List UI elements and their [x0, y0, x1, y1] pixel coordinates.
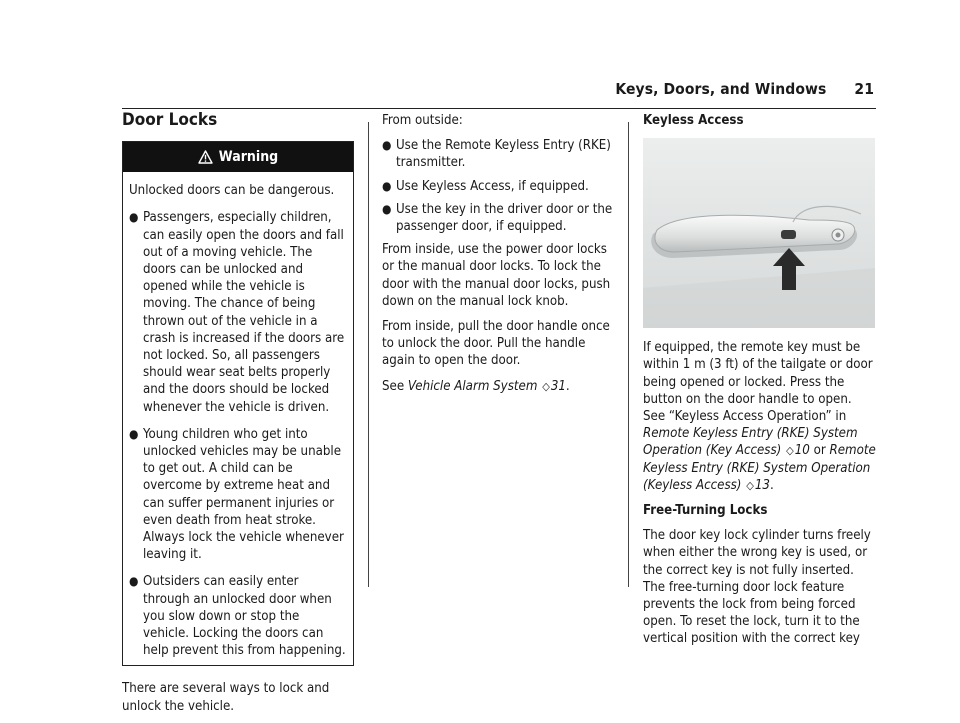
xref-arrow-icon: ◇ [542, 379, 550, 393]
warning-triangle-icon [198, 150, 213, 164]
paragraph: There are several ways to lock and unlock the vehicle. [122, 681, 330, 714]
list-item: ● Use Keyless Access, if equipped. [382, 178, 589, 194]
bullet-icon: ● [129, 210, 139, 225]
header-section-title: Keys, Doors, and Windows [615, 80, 827, 98]
list-item: ● Use the key in the driver door or the passenger door, if equipped. [382, 201, 613, 235]
paragraph: If equipped, the remote key must be within 1 m (3 ft) of the tailgate or door being opened or locked. Press the button on the door handle to open. See “Keyless Access Operation” in Remote Keyless Entry (RKE) System Operation (Key Access) ◇10 or Remote Keyless Entry (RKE) System Operation (Keyless Access) ◇13. [643, 340, 876, 493]
column-3 [643, 112, 877, 656]
bullet-icon: ● [382, 178, 392, 193]
list-item: ● Use the Remote Keyless Entry (RKE) transmitter. [382, 138, 611, 171]
list-item: ● Young children who get into unlocked vehicles may be unable to get out. A child can be overcome by extreme heat and can suffer permanent injuries or even death from heat stroke. Always lock the vehicle whenever leaving it. [129, 426, 344, 563]
paragraph: From inside, pull the door handle once to unlock the door. Pull the handle again to open the door. [382, 319, 610, 369]
warning-header [123, 142, 353, 172]
xref-arrow-icon: ◇ [746, 478, 754, 492]
page-reference[interactable]: 31 [550, 378, 566, 394]
header-rule [122, 108, 876, 109]
paragraph: From outside: [382, 113, 463, 128]
cross-reference-link[interactable]: Remote Keyless Entry (RKE) System Operation (Keyless Access) [643, 443, 876, 493]
bullet-list [382, 137, 616, 235]
see-reference: See Vehicle Alarm System ◇31. [382, 378, 570, 394]
paragraph: The door key lock cylinder turns freely when either the wrong key is used, or the correct key is not fully inserted. The free-turning door lock feature prevents the lock from being forced open. To reset the lock, turn it to the vertical position with the correct key [643, 528, 871, 647]
subheading: Keyless Access [643, 113, 744, 128]
page-number: 21 [854, 80, 874, 98]
paragraph: From inside, use the power door locks or the manual door locks. To lock the door with the manual door locks, push down on the manual lock knob. [382, 242, 611, 309]
warning-box [122, 141, 354, 666]
bullet-icon: ● [129, 574, 139, 589]
warning-bullet-list [129, 209, 347, 659]
xref-arrow-icon: ◇ [786, 444, 794, 458]
column-divider [628, 122, 629, 587]
bullet-icon: ● [382, 201, 392, 216]
column-1 [122, 112, 354, 723]
subheading: Free-Turning Locks [643, 503, 768, 519]
warning-body [123, 172, 353, 665]
warning-intro: Unlocked doors can be dangerous. [129, 183, 335, 199]
list-item: ● Outsiders can easily enter through an unlocked door when you slow down or stop the vehicle. Locking the doors can help prevent this from happening. [129, 574, 346, 659]
list-item: ● Passengers, especially children, can easily open the doors and fall out of a moving vehicle. The doors can be unlocked and opened while the vehicle is moving. The chance of being thrown out of the vehicle in a crash is increased if the doors are not locked. So, all passengers should wear seat belts properly and the doors should be locked whenever the vehicle is driven. [129, 210, 345, 415]
cross-reference-link[interactable]: Vehicle Alarm System [407, 378, 538, 394]
running-header [615, 80, 874, 98]
page-reference[interactable]: 10 [794, 443, 810, 459]
door-handle-photo [643, 138, 875, 328]
column-divider [368, 122, 369, 587]
column-2 [382, 112, 616, 403]
warning-heading: Warning [218, 148, 279, 165]
cross-reference-link[interactable]: Remote Keyless Entry (RKE) System Operation (Key Access) [643, 426, 858, 459]
bullet-icon: ● [382, 138, 392, 153]
bullet-icon: ● [129, 426, 139, 441]
section-title: Door Locks [122, 110, 218, 130]
page-reference[interactable]: 13 [754, 477, 770, 493]
